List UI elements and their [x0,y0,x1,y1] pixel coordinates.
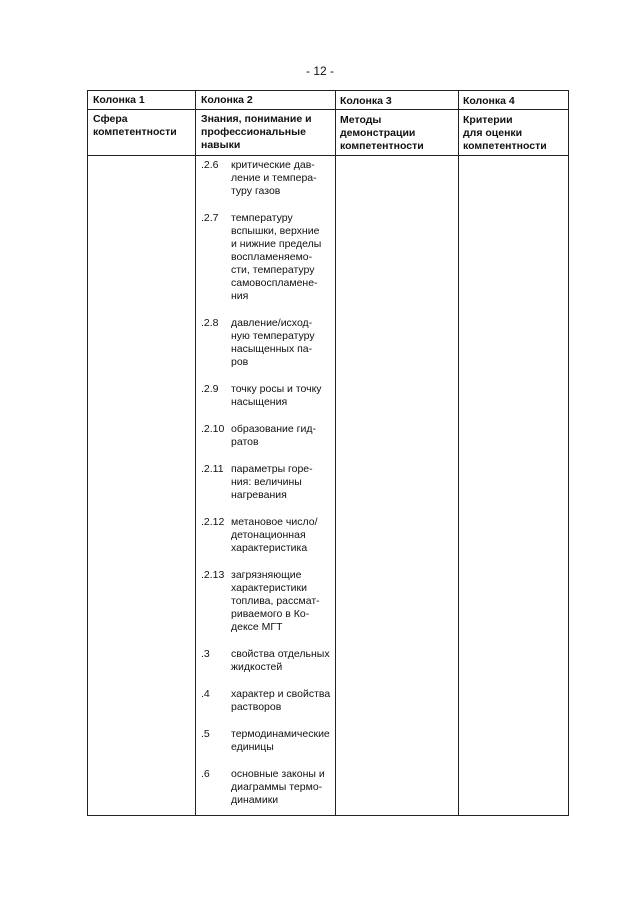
list-item [201,768,336,807]
item-text-line: характеристики [231,582,307,594]
item-text-line: самовоспламене- [231,277,318,289]
subheader-knowledge: Знания, понимание и профессиональные навыки [201,113,312,151]
row-divider [88,109,568,110]
item-text-line: риваемого в Ко- [231,608,310,620]
list-item [201,569,336,634]
item-text-line: характеристика [231,542,308,554]
list-item [201,383,336,409]
item-text-line: топлива, рассмат- [231,595,320,607]
item-text-line: дексе МГТ [231,621,283,633]
item-text-line: термодинамические [231,728,330,740]
item-text-line: образование гид- [231,423,316,435]
list-item [201,159,336,198]
item-text-line: давление/исход- [231,317,313,329]
item-text-line: жидкостей [231,661,283,673]
item-text-line: загрязняющие [231,569,302,581]
item-text-line: насыщенных па- [231,343,313,355]
header-column-2: Колонка 2 [201,94,253,106]
item-text [231,463,336,502]
header-column-4: Колонка 4 [463,95,515,107]
item-text-line: сти, температуру [231,264,315,276]
item-text [231,159,336,198]
header-column-1: Колонка 1 [93,94,145,106]
item-number: .3 [201,648,210,660]
list-item [201,648,336,674]
item-number: .2.6 [201,159,219,171]
item-text-line: основные законы и [231,768,325,780]
item-text-line: динамики [231,794,279,806]
competence-table [87,90,569,816]
item-text-line: туру газов [231,185,281,197]
item-text-line: характер и свойства [231,688,331,700]
item-number: .2.13 [201,569,225,581]
item-text [231,516,336,555]
item-text-line: насыщения [231,396,288,408]
item-text [231,383,336,409]
item-text-line: растворов [231,701,282,713]
item-number: .5 [201,728,210,740]
item-number: .2.12 [201,516,225,528]
list-item [201,212,336,303]
item-text-line: ния [231,290,249,302]
list-item [201,688,336,714]
row-divider [88,155,568,156]
list-item [201,463,336,502]
list-item [201,423,336,449]
item-text-line: температуру [231,212,293,224]
item-text [231,212,336,303]
knowledge-items-list [201,159,336,821]
item-text-line: ление и темпера- [231,172,317,184]
list-item [201,728,336,754]
item-text-line: единицы [231,741,274,753]
item-number: .2.7 [201,212,219,224]
item-number: .2.11 [201,463,224,475]
item-number: .4 [201,688,210,700]
item-text-line: свойства отдельных [231,648,330,660]
list-item [201,516,336,555]
column-divider [458,91,459,815]
item-text-line: детонационная [231,529,306,541]
column-divider [195,91,196,815]
list-item [201,317,336,369]
item-text-line: диаграммы термо- [231,781,323,793]
item-text [231,728,336,754]
item-text [231,688,336,714]
item-text [231,317,336,369]
item-text [231,569,336,634]
item-text [231,423,336,449]
item-text-line: точку росы и точку [231,383,322,395]
item-number: .2.8 [201,317,219,329]
item-text-line: воспламеняемо- [231,251,313,263]
item-text-line: метановое число/ [231,516,318,528]
item-text-line: критические дав- [231,159,315,171]
item-text-line: ров [231,356,249,368]
item-text-line: ния: величины [231,476,302,488]
item-number: .2.10 [201,423,225,435]
item-text-line: ную температуру [231,330,315,342]
item-number: .6 [201,768,210,780]
subheader-criteria: Критерии для оценки компетентности [463,114,547,152]
item-text-line: ратов [231,436,259,448]
subheader-sphere: Сфера компетентности [93,113,177,138]
item-text-line: вспышки, верхние [231,225,320,237]
subheader-methods: Методы демонстрации компетентности [340,114,424,152]
item-text-line: нагревания [231,489,287,501]
page-number: - 12 - [305,64,334,78]
header-column-3: Колонка 3 [340,95,392,107]
item-text-line: и нижние пределы [231,238,322,250]
item-text-line: параметры горе- [231,463,313,475]
item-text [231,648,336,674]
item-number: .2.9 [201,383,219,395]
item-text [231,768,336,807]
